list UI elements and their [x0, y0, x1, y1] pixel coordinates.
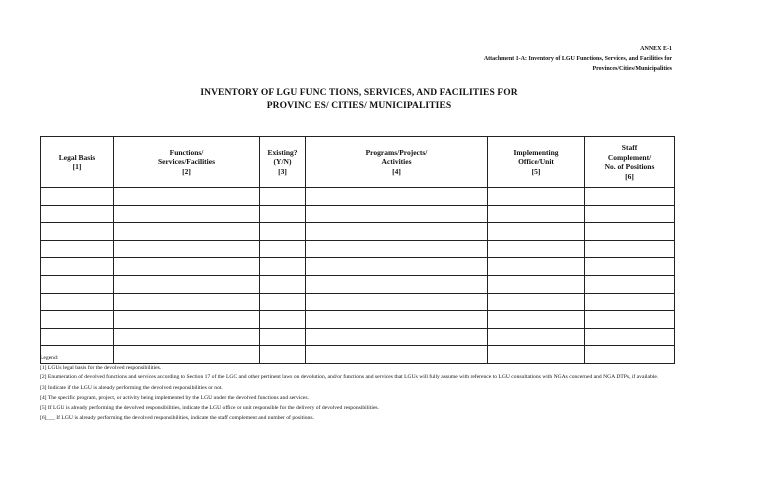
table-cell[interactable] — [114, 223, 260, 241]
table-cell[interactable] — [260, 240, 306, 258]
column-header-existing — [260, 137, 306, 188]
table-cell[interactable] — [488, 223, 585, 241]
table-row — [41, 293, 675, 311]
table-cell[interactable] — [306, 293, 488, 311]
annex-code: ANNEX E-1 — [640, 46, 672, 52]
attachment-title-line2: Provinces/Cities/Municipalities — [592, 66, 672, 72]
table-cell[interactable] — [260, 293, 306, 311]
table-row — [41, 223, 675, 241]
header-text: Legal Basis — [58, 152, 96, 162]
table-cell[interactable] — [585, 240, 675, 258]
column-header-legal-basis — [41, 137, 114, 188]
table-cell[interactable] — [306, 205, 488, 223]
table-cell[interactable] — [41, 275, 114, 293]
table-cell[interactable] — [260, 205, 306, 223]
table-cell[interactable] — [114, 188, 260, 206]
table-cell[interactable] — [41, 311, 114, 329]
table-cell[interactable] — [114, 293, 260, 311]
header-text: Services/Facilities — [157, 157, 216, 167]
header-text: Programs/Projects/ — [365, 147, 428, 157]
table-cell[interactable] — [41, 328, 114, 346]
legend-item-3: [3] Indicate if the LGU is already performing the devolved responsibilities or not. — [40, 385, 223, 391]
table-cell[interactable] — [114, 328, 260, 346]
table-cell[interactable] — [585, 328, 675, 346]
table-cell[interactable] — [306, 240, 488, 258]
table-cell[interactable] — [260, 258, 306, 276]
header-text: Complement/ — [607, 152, 652, 162]
header-ref: [1] — [72, 162, 82, 171]
table-cell[interactable] — [114, 311, 260, 329]
document-title-line2: PROVINC ES/ CITIES/ MUNICIPALITIES — [266, 101, 452, 111]
column-header-staff-complement — [585, 137, 675, 188]
table-cell[interactable] — [41, 205, 114, 223]
table-cell[interactable] — [488, 293, 585, 311]
table-cell[interactable] — [260, 188, 306, 206]
column-header-implementing-office — [488, 137, 585, 188]
table-row — [41, 205, 675, 223]
table-cell[interactable] — [260, 328, 306, 346]
header-text: Office/Unit — [518, 157, 554, 167]
table-cell[interactable] — [585, 205, 675, 223]
table-row — [41, 188, 675, 206]
table-cell[interactable] — [306, 311, 488, 329]
table-cell[interactable] — [306, 188, 488, 206]
table-cell[interactable] — [260, 311, 306, 329]
header-text: Staff — [621, 143, 638, 152]
header-text: Functions/ — [169, 147, 204, 157]
table-cell[interactable] — [306, 328, 488, 346]
table-cell[interactable] — [114, 205, 260, 223]
table-cell[interactable] — [306, 223, 488, 241]
table-row — [41, 275, 675, 293]
header-text: Existing? — [267, 147, 298, 157]
header-ref: [5] — [531, 166, 541, 176]
table-cell[interactable] — [114, 240, 260, 258]
table-cell[interactable] — [488, 188, 585, 206]
document-title-line1: INVENTORY OF LGU FUNC TIONS, SERVICES, AND FACILITIES FOR — [200, 88, 518, 98]
table-row — [41, 328, 675, 346]
attachment-title-line1: Attachment 1-A: Inventory of LGU Functions, Services, and Facilities for — [483, 56, 672, 62]
legend-item-1: [1] LGUs legal basis for the devolved responsibilities. — [40, 365, 162, 371]
table-cell[interactable] — [585, 293, 675, 311]
header-ref: [3] — [278, 166, 287, 176]
table-cell[interactable] — [41, 293, 114, 311]
table-cell[interactable] — [488, 328, 585, 346]
table-cell[interactable] — [488, 240, 585, 258]
legend-item-4: [4] The specific program, project, or activity being implemented by the LGU under the devolved functions and services. — [40, 395, 309, 401]
header-text: No. of Positions — [604, 162, 655, 171]
table-cell[interactable] — [306, 275, 488, 293]
table-cell[interactable] — [114, 275, 260, 293]
header-text: Activities — [381, 157, 412, 167]
table-header-row — [41, 137, 675, 188]
legend — [40, 353, 680, 423]
table-cell[interactable] — [260, 275, 306, 293]
table-cell[interactable] — [41, 240, 114, 258]
table-cell[interactable] — [260, 223, 306, 241]
table-row — [41, 311, 675, 329]
table-cell[interactable] — [41, 223, 114, 241]
legend-item-2: [2] Enumeration of devolved functions and services according to Section 17 of the LGC and other pertinent laws on devolution, and/or functions and services that LGUs will fully assume with reference to LGU consultations with NGAs concerned and NGA DTPs, if available. — [40, 374, 659, 380]
table-cell[interactable] — [585, 223, 675, 241]
legend-heading: Legend: — [40, 355, 59, 361]
inventory-table — [40, 136, 675, 364]
document-title — [0, 87, 718, 113]
table-row — [41, 240, 675, 258]
table-cell[interactable] — [488, 275, 585, 293]
table-cell[interactable] — [41, 258, 114, 276]
column-header-programs — [306, 137, 488, 188]
table-cell[interactable] — [585, 258, 675, 276]
table-cell[interactable] — [306, 258, 488, 276]
table-cell[interactable] — [114, 258, 260, 276]
table-cell[interactable] — [585, 275, 675, 293]
table-body — [41, 188, 675, 364]
annex-header — [484, 44, 672, 74]
table-cell[interactable] — [488, 258, 585, 276]
column-header-functions — [114, 137, 260, 188]
header-ref: [4] — [392, 166, 401, 176]
header-ref: [2] — [182, 166, 191, 176]
table-cell[interactable] — [585, 188, 675, 206]
header-ref: [6] — [625, 171, 634, 181]
header-text: Implementing — [513, 147, 559, 157]
legend-item-6: [6]___ If LGU is already performing the devolved responsibilities, indicate the staff complement and number of positions. — [40, 415, 314, 421]
table-cell[interactable] — [585, 311, 675, 329]
table-cell[interactable] — [488, 205, 585, 223]
table-cell[interactable] — [488, 311, 585, 329]
table-cell[interactable] — [41, 188, 114, 206]
table-row — [41, 258, 675, 276]
legend-item-5: [5] If LGU is already performing the devolved responsibilities, indicate the LGU office or unit responsible for the delivery of devolved responsibilities. — [40, 405, 380, 411]
header-text: (Y/N) — [273, 157, 292, 167]
